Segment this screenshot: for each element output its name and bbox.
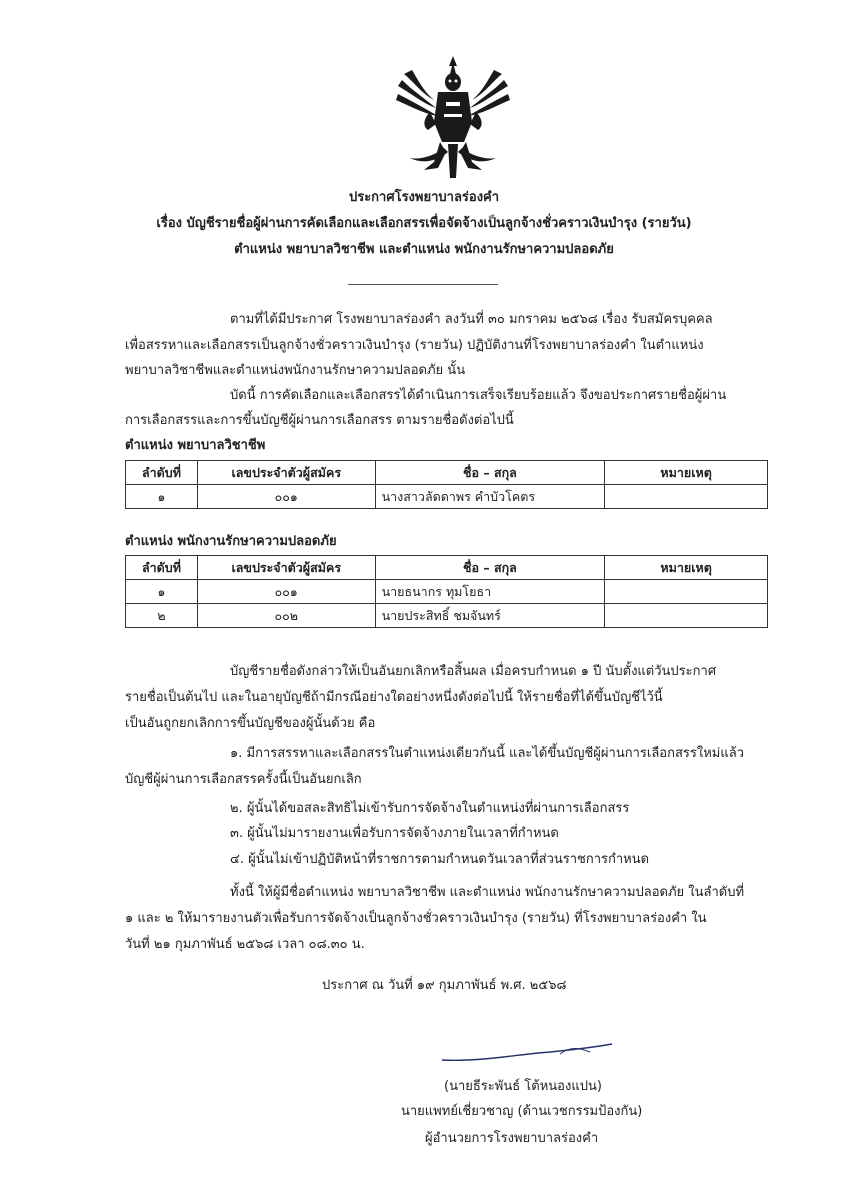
- table-header-row: [126, 556, 768, 580]
- condition-1-line1: ๑. มีการสรรหาและเลือกสรรในตำแหน่งเดียวกันนี้ และได้ขึ้นบัญชีผู้ผ่านการเลือกสรรใหม่แล้ว: [230, 746, 744, 761]
- row-name: นายธนากร ทุมโยธา: [375, 580, 605, 604]
- intro-p2-line1: บัดนี้ การคัดเลือกและเลือกสรรได้ดำเนินการเสร็จเรียบร้อยแล้ว จึงขอประกาศรายชื่อผู้ผ่าน: [230, 388, 727, 403]
- row-applicant-id: ๐๐๑: [197, 485, 375, 509]
- report-line3: วันที่ ๒๑ กุมภาพันธ์ ๒๕๖๘ เวลา ๐๘.๓๐ น.: [125, 937, 365, 952]
- report-line1: ทั้งนี้ ให้ผู้มีชื่อตำแหน่ง พยาบาลวิชาชีพ และตำแหน่ง พนักงานรักษาความปลอดภัย ในลำดับที่: [230, 885, 745, 900]
- intro-p1-line1: ตามที่ได้มีประกาศ โรงพยาบาลร่องคำ ลงวันที่ ๓๐ มกราคม ๒๕๖๘ เรื่อง รับสมัครบุคคล: [230, 312, 713, 327]
- intro-p1-line3: พยาบาลวิชาชีพและตำแหน่งพนักงานรักษาความปลอดภัย นั้น: [125, 363, 466, 378]
- col-remark-header: หมายเหตุ: [605, 556, 768, 580]
- section1-table: [125, 460, 768, 509]
- col-no-header: ลำดับที่: [126, 556, 198, 580]
- row-remark: [605, 580, 768, 604]
- table-row: [126, 580, 768, 604]
- row-name: นายประสิทธิ์ ชมจันทร์: [375, 604, 605, 628]
- condition-1-line2: บัญชีผู้ผ่านการเลือกสรรครั้งนี้เป็นอันยกเลิก: [125, 772, 362, 787]
- header-subject: เรื่อง บัญชีรายชื่อผู้ผ่านการคัดเลือกและเลือกสรรเพื่อจัดจ้างเป็นลูกจ้างชั่วคราวเงินบำรุง (รายวัน): [156, 216, 692, 231]
- signer-position2: ผู้อำนวยการโรงพยาบาลร่องคำ: [425, 1131, 599, 1146]
- row-applicant-id: ๐๐๒: [197, 604, 375, 628]
- condition-4: ๔. ผู้นั้นไม่เข้าปฏิบัติหน้าที่ราชการตามกำหนดวันเวลาที่ส่วนราชการกำหนด: [230, 852, 650, 867]
- intro-p2-line2: การเลือกสรรและการขึ้นบัญชีผู้ผ่านการเลือกสรร ตามรายชื่อดังต่อไปนี้: [125, 413, 514, 428]
- signer-position1: นายแพทย์เชี่ยวชาญ (ด้านเวชกรรมป้องกัน): [401, 1104, 643, 1119]
- announce-date: ประกาศ ณ วันที่ ๑๙ กุมภาพันธ์ พ.ศ. ๒๕๖๘: [322, 978, 567, 993]
- handwritten-signature-icon: [440, 1040, 615, 1066]
- row-name: นางสาวลัดดาพร คำบัวโคตร: [375, 485, 605, 509]
- garuda-emblem-icon: [394, 52, 512, 184]
- report-line2: ๑ และ ๒ ให้มารายงานตัวเพื่อรับการจัดจ้างเป็นลูกจ้างชั่วคราวเงินบำรุง (รายวัน) ที่โรงพยาบาลร่องคำ ใน: [125, 911, 707, 926]
- col-remark-header: หมายเหตุ: [605, 461, 768, 485]
- section2-table: [125, 555, 768, 628]
- section2-title: ตำแหน่ง พนักงานรักษาความปลอดภัย: [125, 534, 337, 549]
- header-positions: ตำแหน่ง พยาบาลวิชาชีพ และตำแหน่ง พนักงานรักษาความปลอดภัย: [234, 242, 614, 257]
- row-applicant-id: ๐๐๑: [197, 580, 375, 604]
- col-applicant-id-header: เลขประจำตัวผู้สมัคร: [197, 556, 375, 580]
- header-title: ประกาศโรงพยาบาลร่องคำ: [348, 190, 500, 205]
- row-remark: [605, 604, 768, 628]
- table-row: [126, 485, 768, 509]
- signer-name: (นายธีระพันธ์ โต้หนองแปน): [444, 1079, 602, 1094]
- row-no: ๑: [126, 580, 198, 604]
- col-name-header: ชื่อ – สกุล: [375, 461, 605, 485]
- row-remark: [605, 485, 768, 509]
- validity-line3: เป็นอันถูกยกเลิกการขึ้นบัญชีของผู้นั้นด้วย คือ: [125, 716, 376, 731]
- row-no: ๒: [126, 604, 198, 628]
- row-no: ๑: [126, 485, 198, 509]
- col-name-header: ชื่อ – สกุล: [375, 556, 605, 580]
- condition-2: ๒. ผู้นั้นได้ขอสละสิทธิไม่เข้ารับการจัดจ้างในตำแหน่งที่ผ่านการเลือกสรร: [230, 801, 630, 816]
- validity-line1: บัญชีรายชื่อดังกล่าวให้เป็นอันยกเลิกหรือสิ้นผล เมื่อครบกำหนด ๑ ปี นับตั้งแต่วันประกาศ: [230, 664, 717, 679]
- table-row: [126, 604, 768, 628]
- intro-p1-line2: เพื่อสรรหาและเลือกสรรเป็นลูกจ้างชั่วคราวเงินบำรุง (รายวัน) ปฏิบัติงานที่โรงพยาบาลร่องคำ ในตำแหน่ง: [125, 338, 704, 353]
- col-applicant-id-header: เลขประจำตัวผู้สมัคร: [197, 461, 375, 485]
- table-header-row: [126, 461, 768, 485]
- col-no-header: ลำดับที่: [126, 461, 198, 485]
- section1-title: ตำแหน่ง พยาบาลวิชาชีพ: [125, 438, 266, 453]
- condition-3: ๓. ผู้นั้นไม่มารายงานเพื่อรับการจัดจ้างภายในเวลาที่กำหนด: [230, 826, 559, 841]
- validity-line2: รายชื่อเป็นต้นไป และในอายุบัญชีถ้ามีกรณีอย่างใดอย่างหนึ่งดังต่อไปนี้ ให้รายชื่อที่ได้ขึ้นบัญชีไว้นี้: [125, 690, 663, 705]
- header-divider: [348, 284, 498, 285]
